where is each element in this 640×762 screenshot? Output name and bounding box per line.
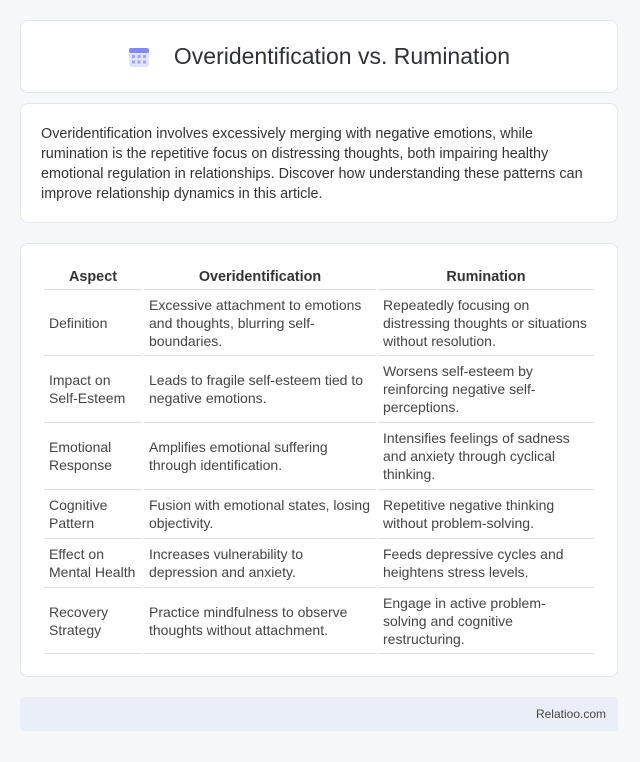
table-row xyxy=(44,588,594,654)
overidentification-cell: Fusion with emotional states, losing objectivity. xyxy=(144,490,376,539)
rumination-cell: Engage in active problem-solving and cognitive restructuring. xyxy=(378,588,594,654)
table-row xyxy=(44,356,594,423)
footer xyxy=(20,697,618,731)
rumination-cell: Repetitive negative thinking without problem-solving. xyxy=(378,490,594,539)
intro-card xyxy=(20,103,618,223)
overidentification-cell: Increases vulnerability to depression and anxiety. xyxy=(144,539,376,588)
header-rumination: Rumination xyxy=(378,266,594,290)
table-row xyxy=(44,290,594,356)
aspect-cell: Impact on Self-Esteem xyxy=(44,356,142,423)
aspect-cell: Effect on Mental Health xyxy=(44,539,142,588)
intro-text: Overidentification involves excessively merging with negative emotions, while rumination is the repetitive focus on distressing thoughts, both impairing healthy emotional regulation in relationships. Discover how understanding these patterns can improve relationship dynamics in this article. xyxy=(41,126,583,202)
overidentification-cell: Amplifies emotional suffering through identification. xyxy=(144,423,376,490)
title-card xyxy=(20,20,618,93)
aspect-cell: Emotional Response xyxy=(44,423,142,490)
header-overidentification: Overidentification xyxy=(144,266,376,290)
rumination-cell: Worsens self-esteem by reinforcing negative self-perceptions. xyxy=(378,356,594,423)
overidentification-cell: Practice mindfulness to observe thoughts without attachment. xyxy=(144,588,376,654)
table-row xyxy=(44,539,594,588)
aspect-cell: Definition xyxy=(44,290,142,356)
comparison-table xyxy=(42,266,596,654)
rumination-cell: Feeds depressive cycles and heightens stress levels. xyxy=(378,539,594,588)
footer-brand: Relatioo.com xyxy=(535,707,606,721)
calendar-grid-icon xyxy=(128,46,150,68)
page-title: Overidentification vs. Rumination xyxy=(173,43,511,69)
aspect-cell: Recovery Strategy xyxy=(44,588,142,654)
header-aspect: Aspect xyxy=(44,266,142,290)
overidentification-cell: Leads to fragile self-esteem tied to negative emotions. xyxy=(144,356,376,423)
overidentification-cell: Excessive attachment to emotions and thoughts, blurring self-boundaries. xyxy=(144,290,376,356)
rumination-cell: Intensifies feelings of sadness and anxiety through cyclical thinking. xyxy=(378,423,594,490)
table-row xyxy=(44,423,594,490)
table-row xyxy=(44,490,594,539)
table-header-row xyxy=(44,266,594,290)
aspect-cell: Cognitive Pattern xyxy=(44,490,142,539)
rumination-cell: Repeatedly focusing on distressing thoughts or situations without resolution. xyxy=(378,290,594,356)
comparison-card xyxy=(20,243,618,677)
